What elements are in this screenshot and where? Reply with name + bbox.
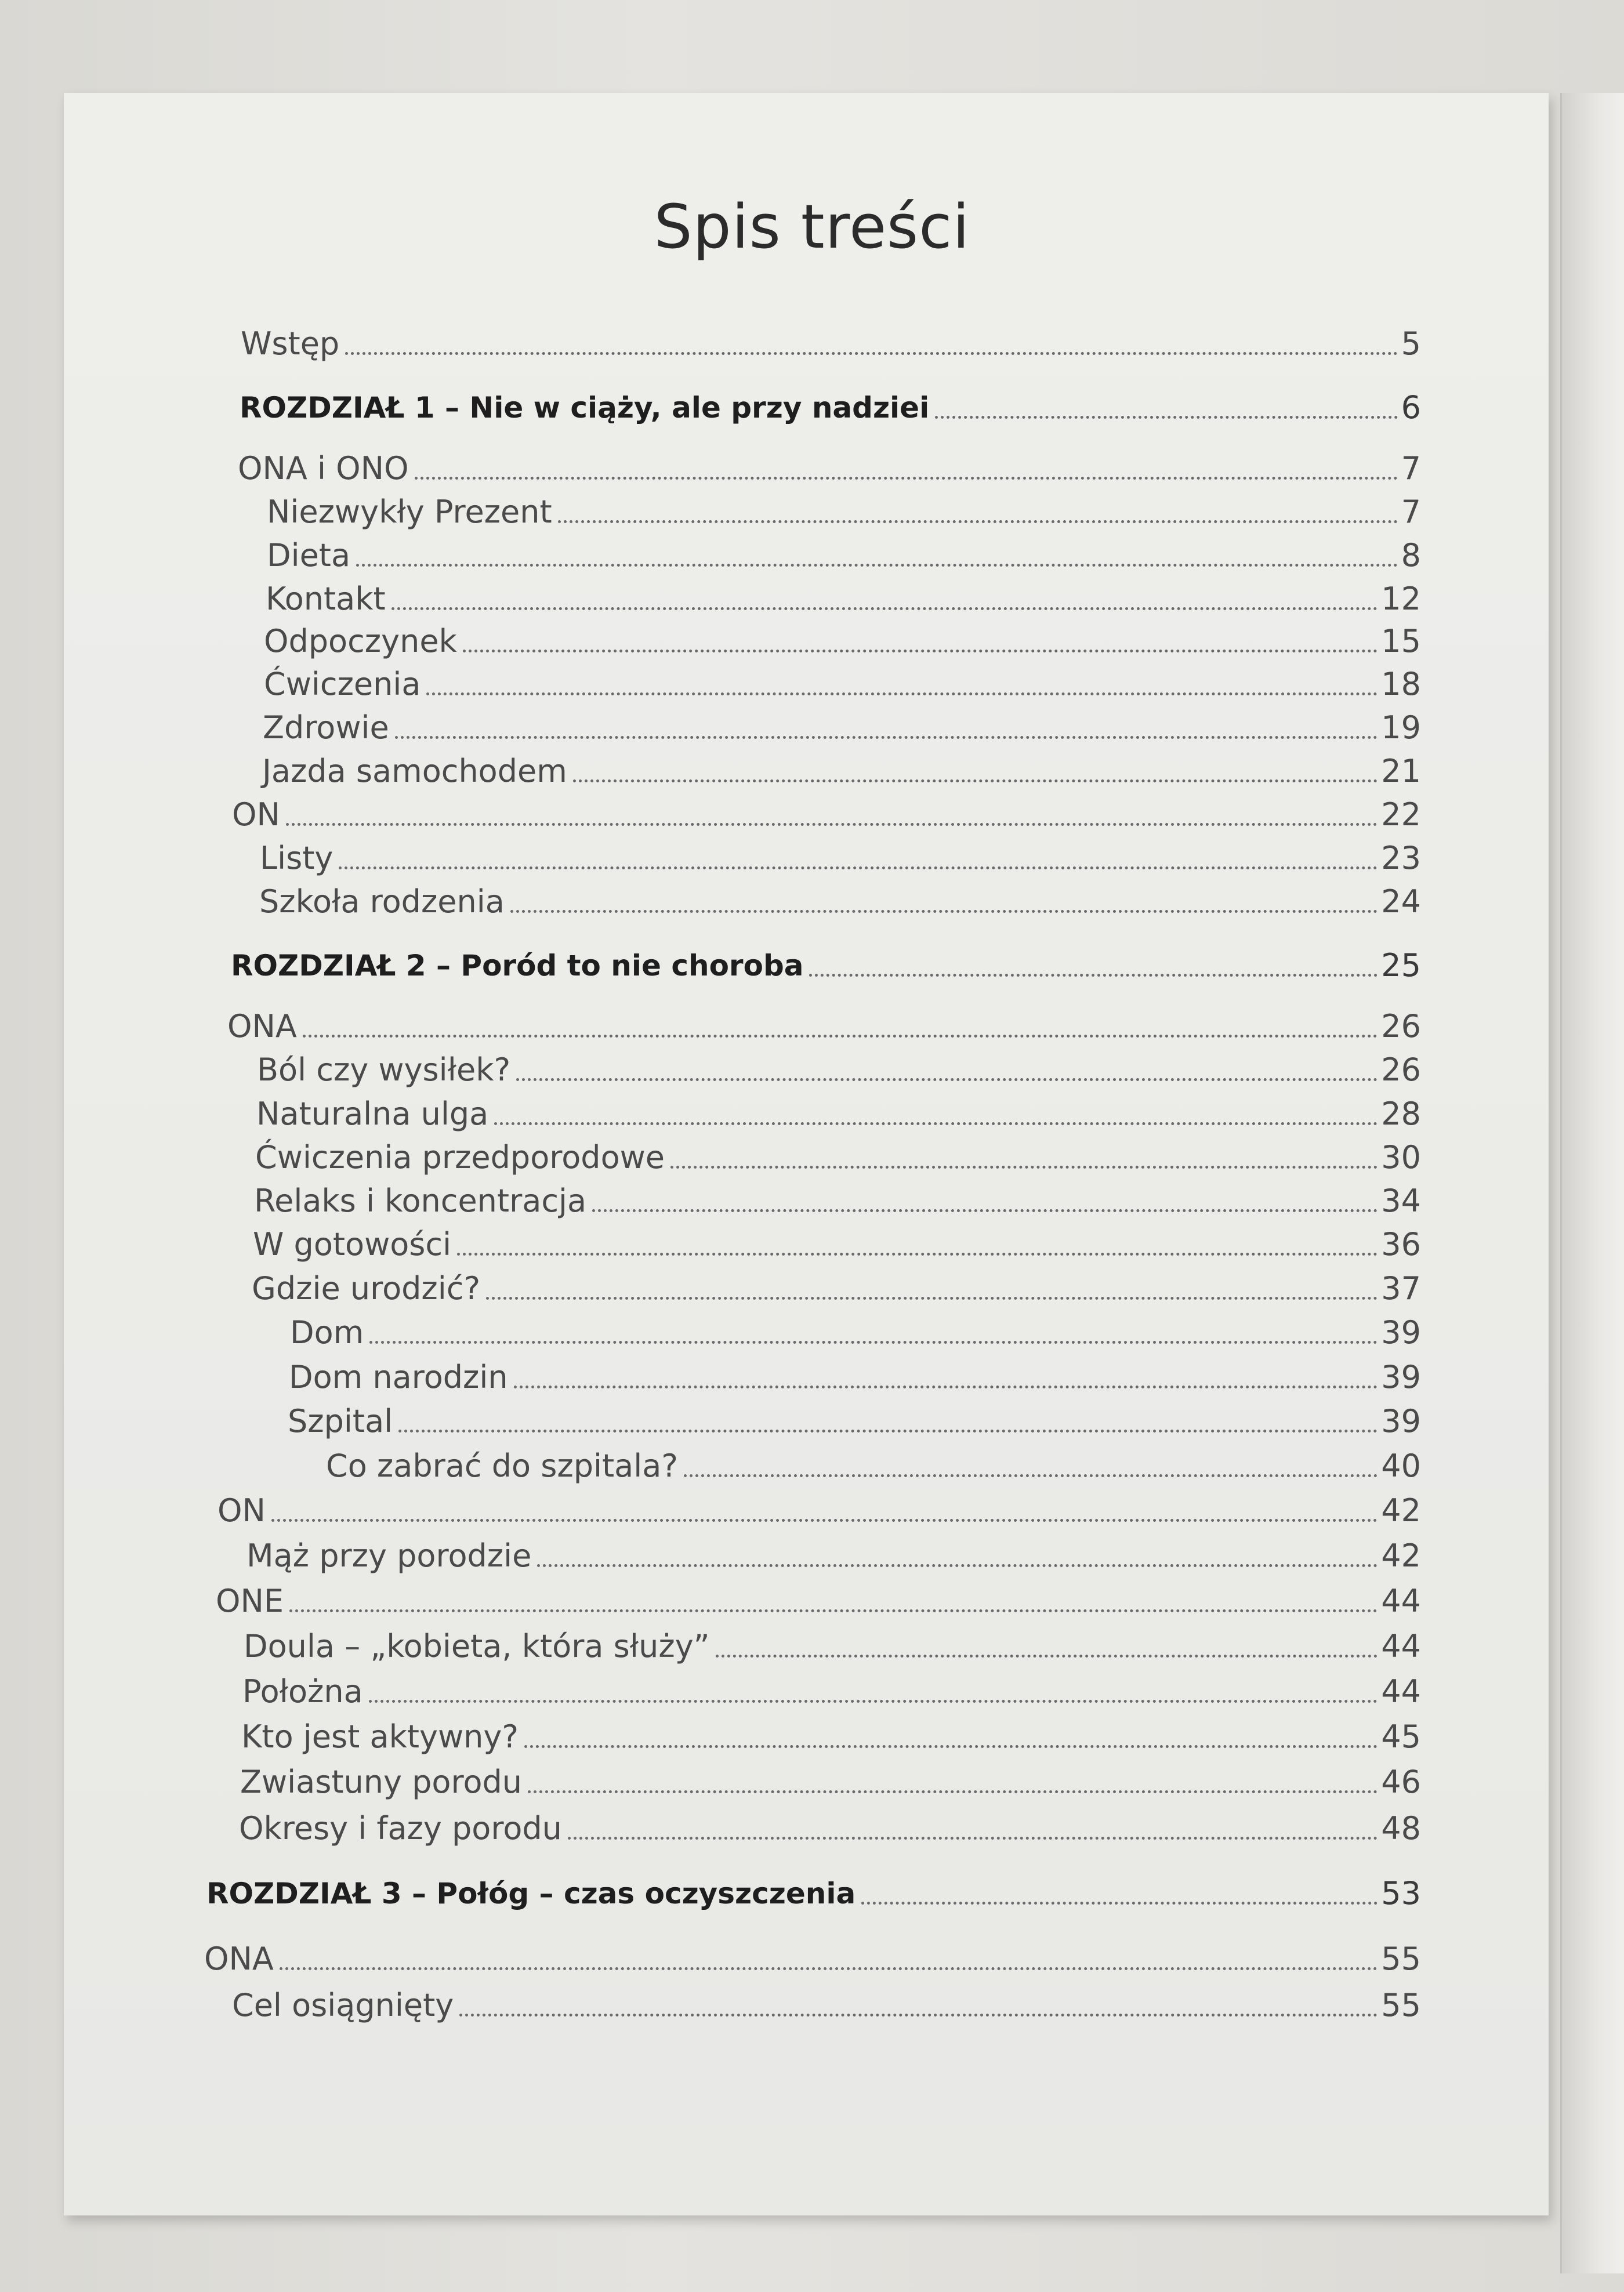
dot-leader xyxy=(510,910,1378,913)
toc-entry-label: ONE xyxy=(216,1583,284,1619)
toc-entry xyxy=(244,1627,1421,1666)
toc-entry-page: 46 xyxy=(1381,1764,1421,1800)
dot-leader xyxy=(861,1902,1378,1905)
toc-entry-page: 18 xyxy=(1381,666,1421,702)
toc-entry-label: Kontakt xyxy=(266,581,386,617)
toc-entry-page: 6 xyxy=(1401,389,1421,426)
toc-entry-label: Kto jest aktywny? xyxy=(241,1718,519,1755)
toc-entry-label: Cel osiągnięty xyxy=(232,1987,454,2023)
toc-entry-label: Dom xyxy=(290,1314,364,1351)
dot-leader xyxy=(537,1564,1378,1567)
next-page-edge xyxy=(1560,93,1624,2273)
toc-entry-page: 53 xyxy=(1381,1875,1421,1912)
toc-entry-page: 44 xyxy=(1381,1583,1421,1619)
toc-entry-page: 39 xyxy=(1381,1359,1421,1395)
toc-entry xyxy=(288,1402,1421,1441)
dot-leader xyxy=(395,736,1378,739)
toc-entry xyxy=(326,1447,1421,1485)
toc-entry xyxy=(266,580,1421,618)
toc-entry-label: ONA i ONO xyxy=(238,450,409,487)
toc-entry xyxy=(259,883,1421,921)
toc-entry-page: 25 xyxy=(1381,947,1421,984)
dot-leader xyxy=(398,1430,1378,1432)
toc-entry xyxy=(263,709,1421,747)
toc-entry-label: Ból czy wysiłek? xyxy=(257,1051,511,1088)
toc-entry-label: Dieta xyxy=(267,537,351,574)
toc-entry-label: Mąż przy porodzie xyxy=(246,1537,532,1574)
toc-entry-page: 42 xyxy=(1381,1492,1421,1529)
dot-leader xyxy=(457,1253,1378,1256)
toc-entry-label: ONA xyxy=(204,1941,274,1977)
toc-entry-page: 45 xyxy=(1381,1718,1421,1755)
toc-entry-label: Ćwiczenia przedporodowe xyxy=(255,1139,665,1176)
dot-leader xyxy=(289,1609,1378,1612)
toc-entry xyxy=(246,1537,1421,1575)
toc-entry-label: Naturalna ulga xyxy=(256,1096,489,1132)
dot-leader xyxy=(280,1967,1378,1970)
toc-entry xyxy=(267,493,1421,531)
toc-entry xyxy=(232,796,1421,834)
toc-entry-page: 55 xyxy=(1381,1987,1421,2023)
toc-entry xyxy=(252,1270,1421,1308)
dot-leader xyxy=(670,1166,1378,1169)
dot-leader xyxy=(558,520,1398,523)
dot-leader xyxy=(459,2014,1378,2017)
dot-leader xyxy=(339,866,1378,869)
dot-leader xyxy=(514,1386,1378,1388)
toc-entry-page: 48 xyxy=(1381,1810,1421,1847)
toc-entry-label: Okresy i fazy porodu xyxy=(239,1810,562,1847)
toc-entry-page: 37 xyxy=(1381,1270,1421,1307)
toc-entry-label: Co zabrać do szpitala? xyxy=(326,1448,679,1484)
dot-leader xyxy=(486,1297,1378,1300)
toc-entry-page: 7 xyxy=(1401,494,1421,530)
toc-entry-label: Zwiastuny porodu xyxy=(240,1764,522,1800)
toc-entry xyxy=(241,325,1421,363)
toc-entry-page: 42 xyxy=(1381,1537,1421,1574)
dot-leader xyxy=(568,1837,1378,1840)
toc-entry-label: Niezwykły Prezent xyxy=(267,494,552,530)
dot-leader xyxy=(463,650,1378,652)
dot-leader xyxy=(286,823,1378,826)
dot-leader xyxy=(935,416,1397,419)
toc-entry-label: Wstęp xyxy=(241,325,340,362)
toc-entry-label: ON xyxy=(217,1492,266,1529)
toc-entry xyxy=(241,1718,1421,1756)
toc-entry xyxy=(227,1007,1421,1046)
toc-entry-label: Doula – „kobieta, która służy” xyxy=(244,1628,710,1664)
toc-entry xyxy=(257,1051,1421,1089)
toc-entry xyxy=(262,752,1421,790)
toc-chapter-entry xyxy=(231,946,1421,985)
dot-leader xyxy=(426,692,1378,695)
toc-entry xyxy=(242,1673,1421,1711)
dot-leader xyxy=(524,1745,1378,1748)
toc-entry-page: 28 xyxy=(1381,1096,1421,1132)
dot-leader xyxy=(392,607,1378,610)
toc-entry-label: Szkoła rodzenia xyxy=(259,883,505,920)
toc-entry-label: Relaks i koncentracja xyxy=(254,1183,587,1219)
toc-entry xyxy=(255,1138,1421,1177)
toc-entry-page: 22 xyxy=(1381,796,1421,833)
toc-entry xyxy=(254,1182,1421,1220)
dot-leader xyxy=(809,974,1378,977)
dot-leader xyxy=(716,1655,1378,1658)
toc-entry-label: Gdzie urodzić? xyxy=(252,1270,481,1307)
toc-entry xyxy=(290,1314,1421,1352)
toc-entry-label: ROZDZIAŁ 3 – Połóg – czas oczyszczenia xyxy=(206,1877,856,1910)
toc-entry-label: Ćwiczenia xyxy=(264,666,421,702)
toc-entry-page: 5 xyxy=(1401,325,1421,362)
toc-entry-label: ON xyxy=(232,796,280,833)
dot-leader xyxy=(494,1122,1378,1125)
dot-leader xyxy=(345,352,1397,355)
toc-entry-page: 40 xyxy=(1381,1448,1421,1484)
toc-entry-label: Położna xyxy=(242,1673,363,1710)
page-title: Spis treści xyxy=(654,191,970,262)
toc-entry-page: 19 xyxy=(1381,709,1421,746)
toc-entry-label: Listy xyxy=(260,840,334,876)
toc-entry xyxy=(253,1225,1421,1264)
dot-leader xyxy=(516,1078,1378,1081)
toc-chapter-entry xyxy=(206,1874,1421,1913)
toc-entry-page: 8 xyxy=(1401,537,1421,574)
toc-entry-page: 26 xyxy=(1381,1008,1421,1045)
toc-entry xyxy=(264,665,1421,703)
toc-entry-label: W gotowości xyxy=(253,1226,452,1263)
toc-entry xyxy=(240,1763,1421,1801)
toc-entry xyxy=(256,1095,1421,1133)
dot-leader xyxy=(573,779,1378,782)
toc-entry-label: Jazda samochodem xyxy=(262,753,567,789)
toc-entry xyxy=(289,1358,1421,1397)
toc-entry-page: 34 xyxy=(1381,1183,1421,1219)
toc-entry-label: ROZDZIAŁ 2 – Poród to nie choroba xyxy=(231,949,804,982)
toc-entry xyxy=(238,449,1421,488)
toc-entry-page: 24 xyxy=(1381,883,1421,920)
dot-leader xyxy=(369,1700,1378,1703)
dot-leader xyxy=(303,1035,1378,1038)
dot-leader xyxy=(271,1519,1378,1522)
toc-entry-page: 39 xyxy=(1381,1314,1421,1351)
toc-entry-page: 30 xyxy=(1381,1139,1421,1176)
toc-entry-label: Dom narodzin xyxy=(289,1359,508,1395)
toc-entry-page: 7 xyxy=(1401,450,1421,487)
toc-entry-page: 44 xyxy=(1381,1628,1421,1664)
toc-entry xyxy=(232,1986,1421,2025)
toc-entry-page: 21 xyxy=(1381,753,1421,789)
toc-entry-page: 23 xyxy=(1381,840,1421,876)
toc-entry-page: 44 xyxy=(1381,1673,1421,1710)
dot-leader xyxy=(684,1474,1378,1477)
dot-leader xyxy=(369,1341,1378,1344)
toc-entry-page: 36 xyxy=(1381,1226,1421,1263)
toc-entry-label: ONA xyxy=(227,1008,297,1045)
dot-leader xyxy=(415,477,1398,480)
toc-entry-page: 15 xyxy=(1381,623,1421,659)
toc-entry xyxy=(204,1940,1421,1978)
toc-entry xyxy=(216,1582,1421,1620)
toc-entry-label: ROZDZIAŁ 1 – Nie w ciąży, ale przy nadziei xyxy=(240,391,930,425)
toc-entry-label: Zdrowie xyxy=(263,709,389,746)
toc-entry xyxy=(217,1492,1421,1530)
toc-entry-page: 26 xyxy=(1381,1051,1421,1088)
toc-entry xyxy=(260,839,1421,877)
dot-leader xyxy=(528,1790,1378,1793)
toc-entry xyxy=(267,536,1421,575)
dot-leader xyxy=(356,564,1398,567)
toc-entry-label: Szpital xyxy=(288,1403,393,1439)
toc-entry xyxy=(264,622,1421,661)
toc-entry-page: 39 xyxy=(1381,1403,1421,1439)
toc-entry-page: 55 xyxy=(1381,1941,1421,1977)
toc-chapter-entry xyxy=(240,389,1421,427)
dot-leader xyxy=(592,1209,1378,1212)
toc-entry-label: Odpoczynek xyxy=(264,623,457,659)
toc-entry xyxy=(239,1809,1421,1848)
toc-entry-page: 12 xyxy=(1381,581,1421,617)
